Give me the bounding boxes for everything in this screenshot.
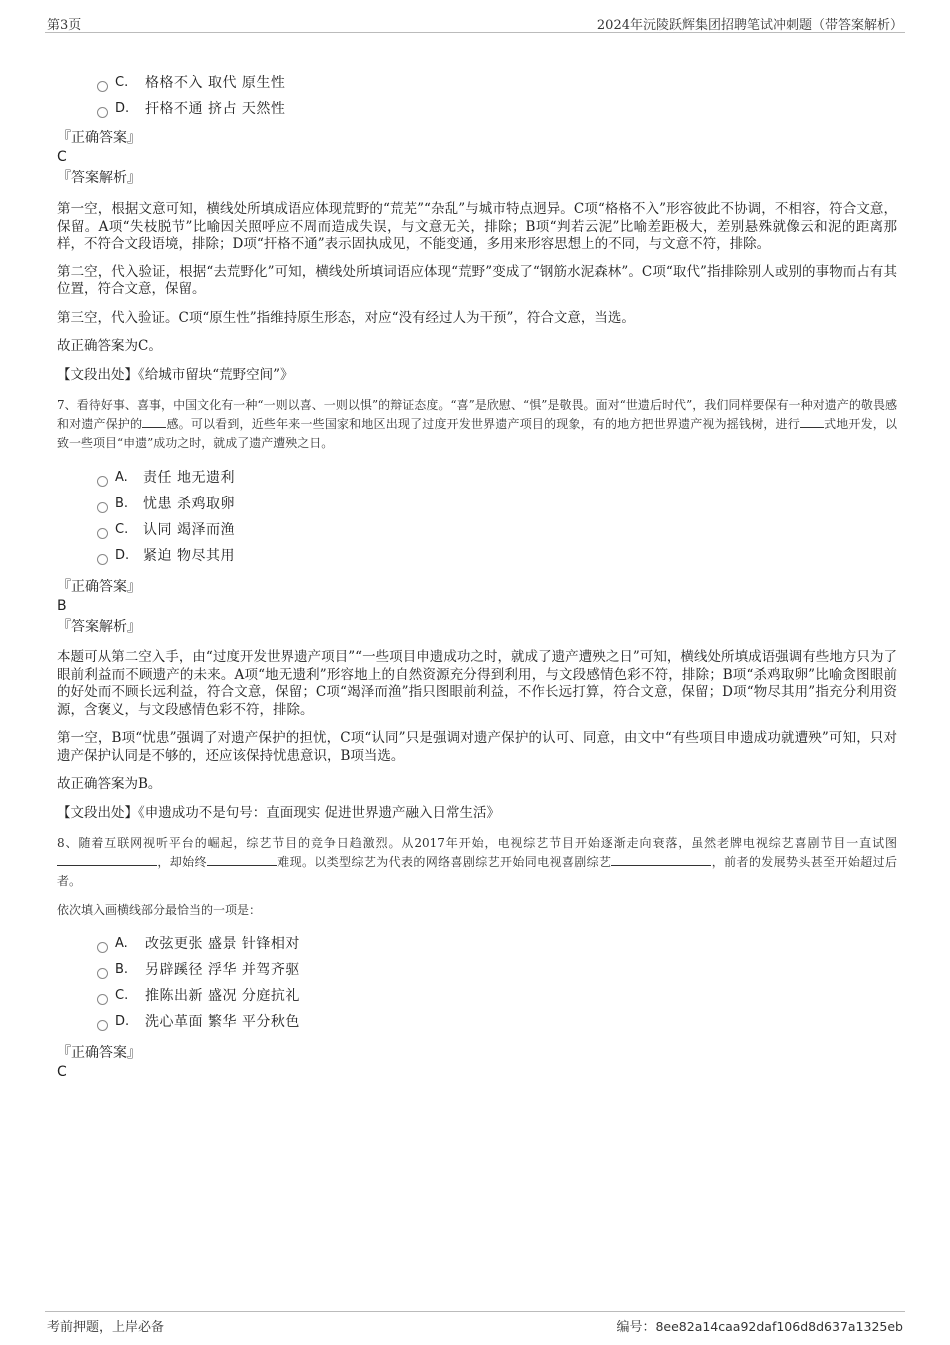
radio-icon[interactable] — [97, 554, 108, 565]
document-content — [57, 62, 897, 1081]
radio-icon[interactable] — [97, 994, 108, 1005]
analysis-conclusion: 故正确答案为B。 — [57, 776, 162, 792]
analysis-paragraph: 第一空，根据文意可知，横线处所填成语应体现荒野的“荒芜”“杂乱”与城市特点迥异。C项“格格不入”形容彼此不协调，不相容，符合文意，保留。A项“失枝脱节”比喻因关照呼应不周而造成失误，与文意无关，排除；B项“判若云泥”比喻差距极大，差别悬殊就像云和泥的距离那样，不符合文段语境，排除；D项“扞格不通”表示固执成见，不能变通，多用来形容思想上的不同，与文意不符，排除。 — [57, 201, 897, 252]
analysis-paragraph: 第三空，代入验证。C项“原生性”指维持原生形态，对应“没有经过人为干预”，符合文意，当选。 — [57, 309, 635, 326]
option-d[interactable]: D. 紧迫 物尽其用 — [57, 543, 897, 569]
correct-answer: C — [57, 1064, 67, 1080]
analysis-paragraph: 第二空，代入验证，根据“去荒野化”可知，横线处所填词语应体现“荒野”变成了“钢筋水泥森林”。C项“取代”指排除别人或别的事物而占有其位置，符合文意，保留。 — [57, 263, 897, 297]
source-citation: 【文段出处】《申遗成功不是句号：直面现实 促进世界遗产融入日常生活》 — [57, 804, 501, 821]
page-header — [45, 12, 905, 33]
radio-icon[interactable] — [97, 81, 108, 92]
radio-icon[interactable] — [97, 476, 108, 487]
analysis-paragraph: 第一空，B项“忧患”强调了对遗产保护的担忧，C项“认同”只是强调对遗产保护的认可、同意，由文中“有些项目申遗成功就遭殃”可知，只对遗产保护认同是不够的，还应该保持忧患意识，B项当选。 — [57, 730, 897, 764]
q6-options — [57, 70, 897, 122]
footer-slogan: 考前押题，上岸必备 — [47, 1320, 165, 1335]
q8-options — [57, 931, 897, 1035]
fill-blank — [207, 853, 277, 866]
radio-icon[interactable] — [97, 502, 108, 513]
document-title: 2024年沅陵跃辉集团招聘笔试冲刺题（带答案解析） — [596, 18, 903, 33]
option-b[interactable]: B. 另辟蹊径 浮华 并驾齐驱 — [57, 957, 897, 983]
fill-blank — [142, 415, 166, 428]
correct-answer-label: 『正确答案』 — [57, 1045, 141, 1061]
fill-blank — [57, 853, 157, 866]
q7-options — [57, 465, 897, 569]
question-prompt: 依次填入画横线部分最恰当的一项是： — [57, 903, 262, 917]
fill-blank — [800, 415, 824, 428]
radio-icon[interactable] — [97, 1020, 108, 1031]
option-a[interactable]: A. 改弦更张 盛景 针锋相对 — [57, 931, 897, 957]
correct-answer-label: 『正确答案』 — [57, 130, 141, 146]
analysis-paragraph: 本题可从第二空入手，由“过度开发世界遗产项目”“一些项目申遗成功之时，就成了遗产遭殃之日”可知，横线处所填成语强调有些地方只为了眼前利益而不顾遗产的未来。A项“地无遗利”形容地上的自然资源充分得到利用，与文段感情色彩不符，排除；B项“杀鸡取卵”比喻贪图眼前的好处而不顾长远利益，符合文意，保留；C项“竭泽而渔”指只图眼前利益，不作长远打算，符合文意，保留；D项“物尽其用”指充分利用资源，含褒义，与文段感情色彩不符，排除。 — [57, 649, 897, 718]
radio-icon[interactable] — [97, 942, 108, 953]
radio-icon[interactable] — [97, 528, 108, 539]
option-d[interactable]: D. 洗心革面 繁华 平分秋色 — [57, 1009, 897, 1035]
option-d[interactable]: D. 扞格不通 挤占 天然性 — [57, 96, 897, 122]
radio-icon[interactable] — [97, 968, 108, 979]
analysis-label: 『答案解析』 — [57, 619, 141, 635]
page-number: 第3页 — [47, 18, 82, 33]
question-stem: 7、看待好事、喜事，中国文化有一种“一则以喜、一则以惧”的辩证态度。“喜”是欣慰、“惧”是敬畏。面对“世遗后时代”，我们同样要保有一种对遗产的敬畏感和对遗产保护的 感。可以看到，近些年来一些国家和地区出现了过度开发世界遗产项目的现象，有的地方把世界遗产视为摇钱树，进行 式地开发，以致一些项目“申遗”成功之时，就成了遗产遭殃之日。 — [57, 398, 897, 450]
correct-answer: B — [57, 598, 67, 614]
question-stem: 8、随着互联网视听平台的崛起，综艺节目的竞争日趋激烈。从2017年开始，电视综艺节目开始逐渐走向衰落，虽然老牌电视综艺喜剧节目一直试图，却始终 难现。以类型综艺为代表的网络喜剧综艺开始同电视喜剧综艺 ，前者的发展势头甚至开始超过后者。 — [57, 836, 897, 888]
correct-answer-label: 『正确答案』 — [57, 579, 141, 595]
radio-icon[interactable] — [97, 107, 108, 118]
correct-answer: C — [57, 149, 67, 165]
fill-blank — [611, 853, 711, 866]
option-a[interactable]: A. 责任 地无遗利 — [57, 465, 897, 491]
document-code: 编号：8ee82a14caa92daf106d8d637a1325eb — [616, 1319, 903, 1335]
page-footer — [45, 1311, 905, 1340]
option-c[interactable]: C. 认同 竭泽而渔 — [57, 517, 897, 543]
option-b[interactable]: B. 忧患 杀鸡取卵 — [57, 491, 897, 517]
analysis-label: 『答案解析』 — [57, 170, 141, 186]
option-c[interactable]: C. 推陈出新 盛况 分庭抗礼 — [57, 983, 897, 1009]
source-citation: 【文段出处】《给城市留块“荒野空间”》 — [57, 366, 294, 383]
analysis-conclusion: 故正确答案为C。 — [57, 338, 162, 354]
option-c[interactable]: C. 格格不入 取代 原生性 — [57, 70, 897, 96]
